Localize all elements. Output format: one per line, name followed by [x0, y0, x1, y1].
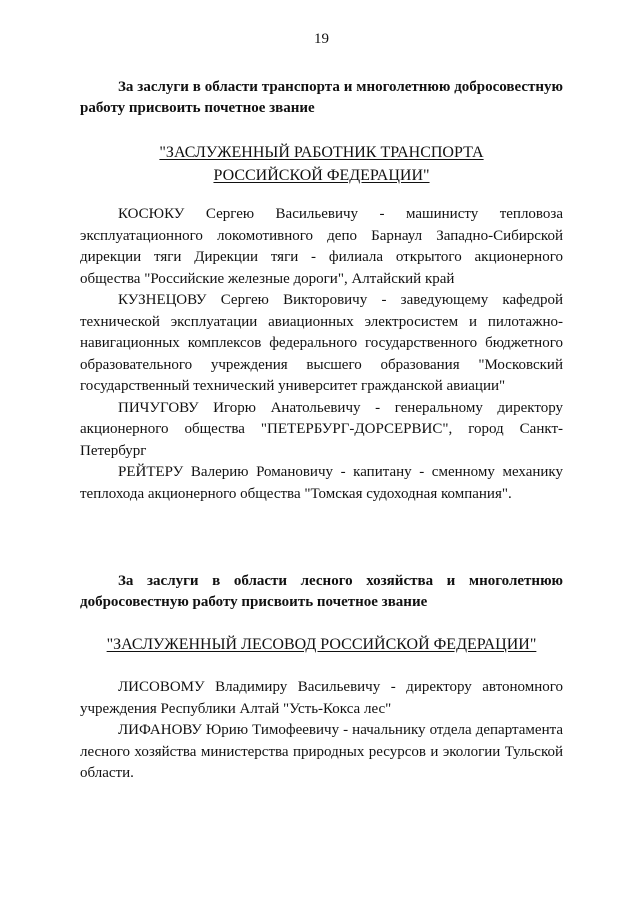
nominee-entry: КУЗНЕЦОВУ Сергею Викторовичу - заведующему кафедрой технической эксплуатации авиационных электросистем и пилотажно-навигационных комплексов федерального государственного бюджетного образовательного учреждения высшего образования "Московский государственный технический университет гражданской авиации" [80, 292, 563, 394]
page-number: 19 [314, 31, 329, 47]
nominee-entry: ПИЧУГОВУ Игорю Анатольевичу - генеральному директору акционерного общества "ПЕТЕРБУРГ-ДОРСЕРВИС", город Санкт-Петербург [80, 399, 563, 459]
nominee-entry: КОСЮКУ Сергею Васильевичу - машинисту тепловоза эксплуатационного локомотивного депо Барнаул Западно-Сибирской дирекции тяги Дирекции тяги - филиала открытого акционерного общества "Российские железные дороги", Алтайский край [80, 206, 563, 287]
award-title-line: РОССИЙСКОЙ ФЕДЕРАЦИИ" [213, 167, 430, 184]
nominee-entry: ЛИФАНОВУ Юрию Тимофеевичу - начальнику отдела департамента лесного хозяйства министерства природных ресурсов и экологии Тульской области. [80, 722, 563, 781]
award-intro: За заслуги в области транспорта и многолетнюю добросовестную работу присвоить почетное звание [80, 79, 563, 116]
nominee-list-forestry [80, 677, 563, 785]
award-title-line: "ЗАСЛУЖЕННЫЙ РАБОТНИК ТРАНСПОРТА [159, 144, 484, 161]
award-title-transport [80, 141, 563, 187]
award-intro: За заслуги в области лесного хозяйства и многолетнюю добросовестную работу присвоить почетное звание [80, 573, 563, 610]
nominee-entry: ЛИСОВОМУ Владимиру Васильевичу - директору автономного учреждения Республики Алтай "Усть-Кокса лес" [80, 679, 563, 717]
nominee-list-transport [80, 204, 563, 505]
award-title-line: "ЗАСЛУЖЕННЫЙ ЛЕСОВОД РОССИЙСКОЙ ФЕДЕРАЦИИ" [106, 636, 537, 653]
award-section-transport [80, 77, 563, 119]
award-title-forestry [80, 633, 563, 656]
award-section-forestry [80, 571, 563, 613]
nominee-entry: РЕЙТЕРУ Валерию Романовичу - капитану - сменному механику теплохода акционерного общества "Томская судоходная компания". [80, 464, 563, 502]
